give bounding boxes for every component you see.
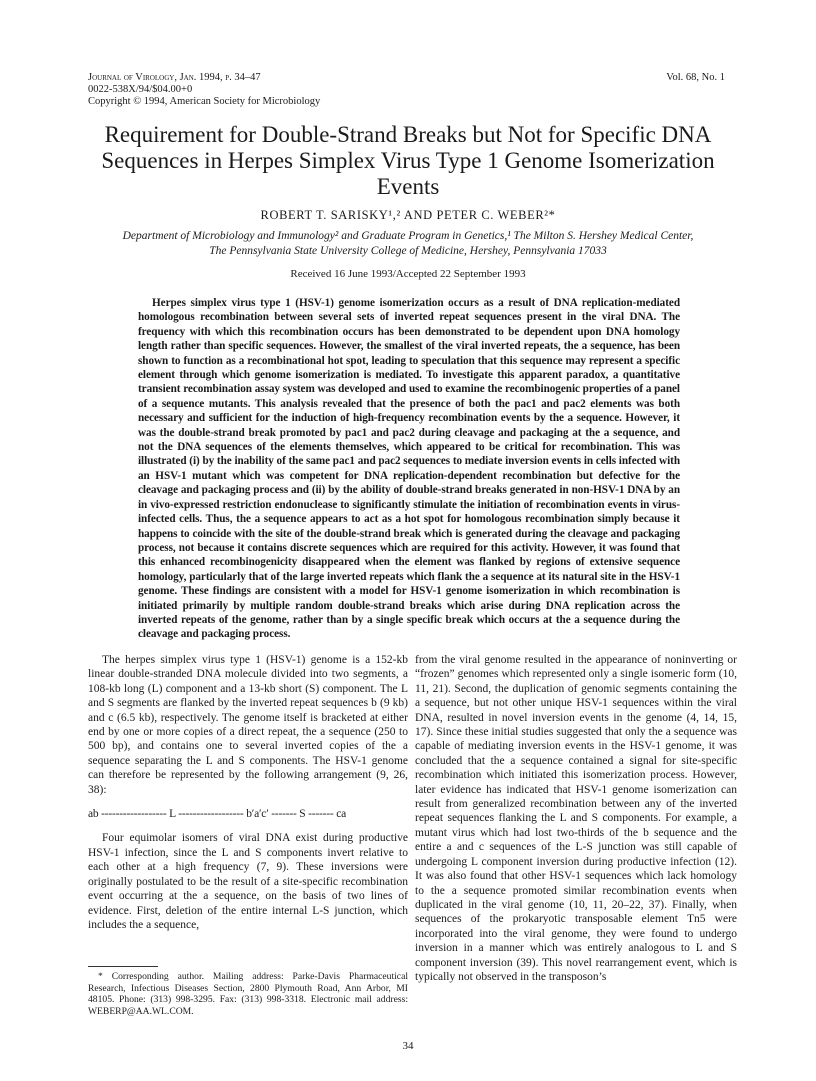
journal-citation: [88, 72, 261, 84]
body-paragraph: The herpes simplex virus type 1 (HSV-1) genome is a 152-kb linear double-stranded DNA molecule divided into two segments, a 108-kb long (L) component and a 13-kb short (S) component. The L and S segments are flanked by the inverted repeat sequences b (9 kb) and c (6.5 kb), respectively. The genome itself is bracketed at either end by one or more copies of a direct repeat, the a sequence (250 to 500 bp), and contains one to several inverted copies of the a sequence separating the L and S components. The HSV-1 genome can therefore be represented by the following arrangement (9, 26, 38):: [88, 654, 408, 796]
body-column-left: [88, 653, 408, 932]
copyright-line: Copyright © 1994, American Society for Microbiology: [88, 96, 321, 107]
corresponding-author-footnote: * Corresponding author. Mailing address: Parke-Davis Pharmaceutical Research, Infectious Diseases Section, 2800 Plymouth Road, Ann Arbor, MI 48105. Phone: (313) 998-3295. Fax: (313) 998-3318. Electronic mail address: WEBERP@AA.WL.COM.: [88, 971, 408, 1017]
issn-line: 0022-538X/94/$04.00+0: [88, 84, 193, 95]
journal-citation-text: Journal of Virology, Jan. 1994, p. 34–47: [88, 72, 261, 83]
body-paragraph: from the viral genome resulted in the appearance of noninverting or “frozen” genomes which represented only a single isomeric form (10, 11, 21). Second, the duplication of genomic segments containing the a sequence, but not other unique HSV-1 sequences within the viral DNA, resulted in novel inversion events in the genome (4, 14, 15, 17). Since these initial studies suggested that only the a sequence was capable of mediating inversion events in the HSV-1 genome, it was concluded that the a sequence contained a signal for site-specific recombination which initiated this isomerization process. However, later evidence has indicated that HSV-1 genome isomerization can result from generalized recombination between any of the inverted repeat sequences flanking the L and S components. For example, a mutant virus which had lost two-thirds of the b sequence and the entire a and c sequences of the L-S junction was still capable of undergoing L component inversion during productive infection (12). It was also found that other HSV-1 sequences which lack homology to the a sequence promoted similar recombination events when duplicated in the viral genome (10, 11, 20–22, 37). Finally, when sequences of the prokaryotic transposable element Tn5 were incorporated into the viral genome, they were found to undergo inversion in a manner which was entirely analogous to L and S component inversion (39). This novel rearrangement event, which is typically not observed in the transposon’s: [415, 654, 737, 983]
footnote-divider: [88, 966, 158, 967]
abstract: Herpes simplex virus type 1 (HSV-1) genome isomerization occurs as a result of DNA replication-mediated homologous recombination between several sets of inverted repeat sequences present in the viral DNA. The frequency with which this recombination occurs has been demonstrated to be dependent upon DNA homology length rather than specific sequences. However, the smallest of the viral inverted repeats, the a sequence, has been shown to function as a recombinational hot spot, leading to speculation that this sequence may represent a specific element through which genome isomerization is mediated. To investigate this apparent paradox, a quantitative transient recombination assay system was developed and used to examine the recombinogenic properties of a panel of a sequence mutants. This analysis revealed that the presence of both the pac1 and pac2 elements was both necessary and sufficient for the induction of high-frequency recombination events by the a sequence. However, it was the double-strand break promoted by pac1 and pac2 during cleavage and packaging at the a sequence, and not the DNA sequences of the elements themselves, which appeared to be critical for recombination. This was illustrated (i) by the inability of the same pac1 and pac2 sequences to mediate inversion events in cells infected with an HSV-1 mutant which was competent for DNA replication-dependent recombination but defective for the cleavage and packaging process and (ii) by the ability of double-strand breaks generated in non-HSV-1 DNA by an in vivo-expressed restriction endonuclease to significantly stimulate the initiation of recombination events in virus-infected cells. Thus, the a sequence appears to act as a hot spot for homologous recombination simply because it happens to coincide with the site of the double-strand break which is generated during the cleavage and packaging process, not because it contains discrete sequences which are required for this activity. However, it was found that this enhanced recombinogenicity disappeared when the element was flanked by regions of extensive sequence homology, particularly that of the large inverted repeats which flank the a sequence at its natural site in the HSV-1 genome. These findings are consistent with a model for HSV-1 genome isomerization in which recombination is initiated primarily by multiple random double-strand breaks which arise during DNA replication across the inverted repeats of the genome, rather than by a single specific break which occurs at the a sequence during the cleavage and packaging process.: [138, 297, 680, 641]
genome-arrangement: ab ------------------ L ------------------ b′a′c′ ------- S ------- ca: [88, 808, 347, 821]
volume-issue: Vol. 68, No. 1: [666, 72, 725, 83]
body-paragraph: Four equimolar isomers of viral DNA exist during productive HSV-1 infection, since the L and S components invert relative to each other at a high frequency (7, 9). These inversions were originally postulated to be the result of a site-specific recombination event occurring at the a sequence, on the basis of two lines of evidence. First, deletion of the entire internal L-S junction, which includes the a sequence,: [88, 832, 408, 931]
author-list: ROBERT T. SARISKY¹,² AND PETER C. WEBER²*: [260, 208, 556, 222]
author-affiliation: Department of Microbiology and Immunology² and Graduate Program in Genetics,¹ The Milton S. Hershey Medical Center, The Pennsylvania State University College of Medicine, Hershey, Pennsylvania 17033: [122, 230, 694, 257]
received-accepted-dates: Received 16 June 1993/Accepted 22 September 1993: [290, 268, 526, 280]
page-number: 34: [402, 1040, 414, 1052]
body-column-right: [415, 653, 737, 984]
article-title: Requirement for Double-Strand Breaks but Not for Specific DNA Sequences in Herpes Simplex Virus Type 1 Genome Isomerization Events: [101, 122, 715, 199]
